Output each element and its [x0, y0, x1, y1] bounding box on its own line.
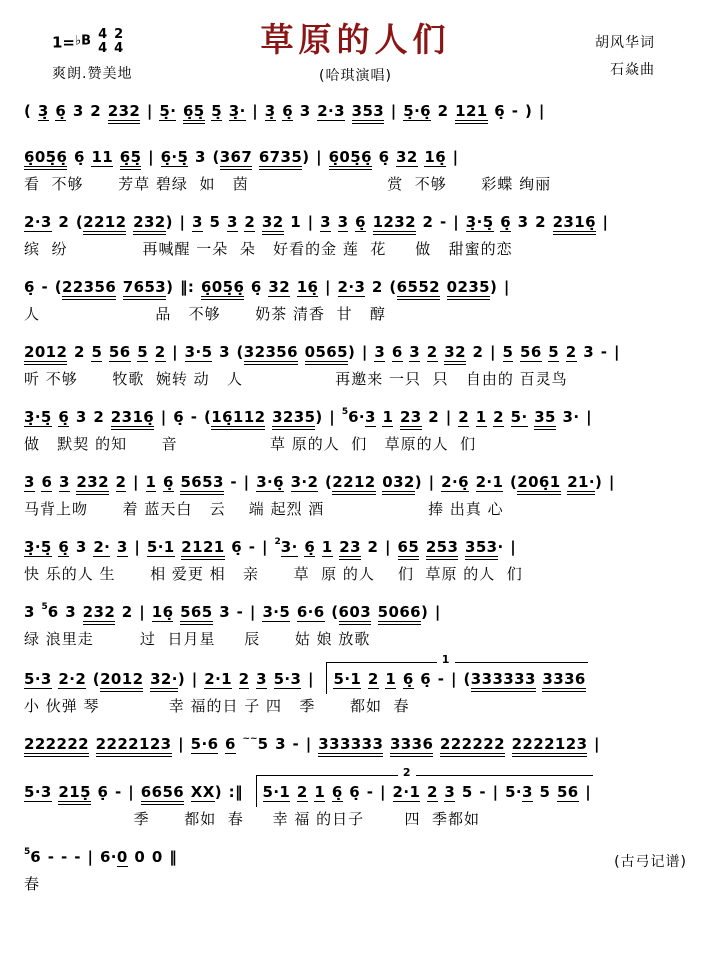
system-row — [24, 272, 687, 324]
beam-group: 3̣ — [37, 102, 49, 120]
beam-group: 3̣·5̣ — [465, 213, 494, 231]
beam-group: 3 — [365, 408, 376, 426]
beam-group: 6̣ — [402, 670, 414, 688]
beam-group: 2 — [367, 670, 379, 688]
beam-group: 3 — [226, 213, 238, 231]
notes-line: 3 $^5$6 3 232 2 | 16̣ 565 3 - | 3·5 6·6 (603 5066) | — [24, 597, 687, 627]
beam-group: 56 — [108, 343, 131, 361]
grace-note: ~~ — [242, 734, 258, 744]
beam-group: 0235 — [447, 278, 490, 300]
key-prefix: 1= — [52, 33, 76, 52]
beam-group: 2·3 — [24, 213, 52, 231]
beam-group: 7653 — [123, 278, 166, 300]
beam-group: 2 — [493, 408, 505, 426]
beam-group: 6̣05̣6̣ — [201, 278, 244, 300]
beam-group: 5066 — [378, 603, 421, 625]
beam-group: 32 — [268, 278, 291, 296]
beam-group: 2 — [458, 408, 470, 426]
lyrics-line: 看 不够 芳草 碧绿 如 茵 赏 不够 彩蝶 绚丽 — [24, 175, 552, 193]
beam-group: 21· — [567, 473, 595, 495]
notes-line: 222222 2222123 | 5·6 6 ~~5 3 - | 333333 3336 222222 2222123 | — [24, 729, 687, 759]
beam-group: 16̣ — [151, 603, 174, 621]
flat-icon: ♭B — [75, 33, 92, 49]
notes-line: 2·3 2 (2212 232) | 3 5 3 2 32 1 | 3 3 6̣ 1232 2 - | 3̣·5̣ 6̣ 3 2 2316̣ | — [24, 207, 687, 237]
grace-note: 5 — [41, 602, 48, 612]
beam-group: 2 — [115, 473, 127, 491]
notation-credit: (古弓记谱) — [614, 854, 687, 870]
grace-note: 5 — [24, 847, 31, 857]
beam-group: 22356 — [62, 278, 116, 300]
beam-group: 2 — [244, 213, 256, 231]
beam-group: 2012 — [100, 670, 143, 692]
credits-block — [595, 30, 655, 83]
beam-group: 353 — [465, 538, 498, 560]
beam-group: 3 — [320, 213, 332, 231]
beam-group: 2·1 — [204, 670, 233, 688]
system-row — [24, 662, 687, 716]
beam-group: 5 — [502, 343, 514, 361]
beam-group: 3 — [116, 538, 128, 556]
beam-group: 6̣ — [58, 408, 70, 426]
system-row — [24, 775, 687, 829]
beam-group: 3̣· — [228, 102, 246, 120]
grace-note: 2 — [274, 537, 281, 547]
composer-credit: 石焱曲 — [610, 61, 655, 78]
beam-group: 3 — [374, 343, 386, 361]
system-row — [24, 402, 687, 454]
beam-group: 2 — [296, 783, 308, 801]
notes-line: 6̣ - (22356 7653) ‖: 6̣05̣6̣ 6̣ 32 16̣ | 2·3 2 (6552 0235) | — [24, 272, 687, 302]
beam-group: 6̣05̣6̣ — [24, 148, 67, 170]
beam-group: 333333 — [471, 670, 536, 692]
system-row — [24, 207, 687, 259]
beam-group: 5·1 — [333, 670, 362, 688]
beam-group: 3 — [256, 670, 267, 688]
beam-group: 2·3 — [337, 278, 366, 296]
beam-group: 2 — [426, 783, 438, 801]
beam-group: 32356 — [244, 343, 298, 365]
beam-group: 6̣ — [58, 538, 70, 556]
beam-group: 3̣·5̣ — [24, 408, 52, 426]
beam-group: 16̣ — [296, 278, 319, 296]
lyrics-line: 季 都如 春 幸 福 的日子 四 季都如 — [24, 810, 481, 828]
time-sig-1-numerator: 4 — [98, 27, 108, 42]
beam-group: 3 — [444, 783, 456, 801]
beam-group: 353 — [352, 102, 385, 124]
notes-line: 6̣05̣6̣ 6̣ 11 6̣5̣ | 6̣·5̣ 3 (367 6735) | 6̣05̣6̣ 6̣ 32 16̣ | — [24, 142, 687, 172]
system-row — [24, 532, 687, 584]
beam-group: XX — [190, 783, 215, 801]
beam-group: 2012 — [24, 343, 67, 365]
beam-group: 6̣ — [331, 783, 343, 801]
beam-group: 6̣ — [500, 213, 512, 231]
beam-group: 35 — [534, 408, 556, 430]
beam-group: 5653 — [180, 473, 223, 495]
beam-group: 2 — [154, 343, 166, 361]
beam-group: 2222123 — [96, 735, 172, 757]
beam-group: 333333 — [318, 735, 383, 757]
beam-group: 565 — [180, 603, 213, 625]
tempo-mood: 爽朗.赞美地 — [52, 66, 133, 83]
beam-group: 603 — [339, 603, 372, 625]
beam-group: 5·3 — [24, 783, 52, 801]
volta-bracket: 5·1 2 1 6̣ 6̣ - | 2·1 2 3 5 - | 5·3 5 56 | 2 — [256, 775, 594, 807]
beam-group: 2 — [238, 670, 250, 688]
lyrics-line: 缤 纷 再喊醒 一朵 朵 好看的金 莲 花 做 甜蜜的恋 — [24, 240, 513, 258]
notes-line: ( 3̣ 6̣ 3 2 232 | 5̣· 6̣5̣ 5̣ 3̣· | 3̣ 6̣ 3 2·3 353 | 5̣·6̣ 2 121 6̣ - ) | — [24, 96, 687, 126]
beam-group: 232 — [108, 102, 141, 124]
beam-group: 6 — [391, 343, 403, 361]
notes-line: 3 6 3 232 2 | 1 6̣ 5653 - | 3·6̣ 3·2 (2212 032) | 2·6̣ 2·1 (206̣1 21·) | — [24, 467, 687, 497]
beam-group: 222222 — [440, 735, 505, 757]
beam-group: 5·3 — [24, 670, 52, 688]
beam-group: 5·3 — [273, 670, 302, 688]
lyrics-line: 快 乐的人 生 相 爱更 相 亲 草 原 的人 们 草原 的人 们 — [24, 565, 523, 583]
title-block — [24, 14, 687, 85]
volta-bracket: 5·1 2 1 6̣ 6̣ - | (333333 3336 1 — [326, 662, 587, 694]
beam-group: 367 — [220, 148, 253, 170]
beam-group: 6̣ — [162, 473, 174, 491]
lyricist-credit: 胡风华词 — [595, 35, 655, 51]
system-row — [24, 96, 687, 129]
beam-group: 3·6̣ — [256, 473, 284, 491]
beam-group: 1 — [382, 408, 394, 426]
beam-group: 5̣ — [211, 102, 223, 120]
beam-group: 56 — [556, 783, 579, 801]
beam-group: 121 — [455, 102, 488, 124]
system-row — [24, 142, 687, 194]
beam-group: 0565 — [305, 343, 348, 365]
beam-group: 6·6 — [296, 603, 325, 621]
beam-group: 1 — [321, 538, 333, 556]
beam-group: 5 — [91, 343, 103, 361]
beam-group: 6̣05̣6̣ — [329, 148, 372, 170]
beam-group: 3·5 — [184, 343, 213, 361]
beam-group: 3·2 — [290, 473, 319, 491]
system-row — [24, 842, 687, 894]
beam-group: 1 — [314, 783, 326, 801]
beam-group: 3 — [192, 213, 203, 231]
beam-group: 3336 — [390, 735, 433, 757]
lyrics-line: 绿 浪里走 过 日月星 辰 姑 娘 放歌 — [24, 630, 371, 648]
beam-group: 23 — [339, 538, 361, 560]
beam-group: 232 — [133, 213, 166, 235]
time-sig-2-denominator: 4 — [114, 40, 124, 56]
beam-group: 5 — [137, 343, 149, 361]
lyrics-line: 做 默契 的知 音 草 原的人 们 草原的人 们 — [24, 435, 477, 453]
beam-group: 032 — [382, 473, 415, 495]
beam-group: 2316̣ — [111, 408, 154, 430]
beam-group: 2·3 — [317, 102, 345, 120]
beam-group: 6 — [225, 735, 236, 753]
beam-group: 232 — [83, 603, 116, 625]
beam-group: 3̣ — [264, 102, 276, 120]
beam-group: 2212 — [83, 213, 126, 235]
beam-group: 5̣·6̣ — [403, 102, 432, 120]
beam-group: 5 — [548, 343, 560, 361]
beam-group: 6̣ — [282, 102, 294, 120]
page-title: 草原的人们 — [260, 20, 451, 59]
notes-line: 3̣·5̣ 6̣ 3 2· 3 | 5·1 2121 6̣ - | $^2$3· 6̣ 1 23 2 | 65 253 353· | — [24, 532, 687, 562]
notes-line: 3̣·5̣ 6̣ 3 2 2316̣ | 6̣ - (16̣112 3235) | $^5$6·3 1 23 2 | 2 1 2 5· 35 3· | — [24, 402, 687, 432]
header — [24, 8, 687, 96]
beam-group: 2·6̣ — [441, 473, 469, 491]
beam-group: 3 — [522, 783, 533, 801]
beam-group: 3 — [24, 473, 35, 491]
beam-group: 6̣ — [304, 538, 316, 556]
beam-group: 6 — [41, 473, 53, 491]
beam-group: 6735 — [259, 148, 302, 170]
lyrics-line: 小 伙弹 琴 幸 福的日 子 四 季 都如 春 — [24, 697, 410, 715]
beam-group: 2· — [93, 538, 111, 556]
beam-group: 3·5 — [262, 603, 291, 621]
beam-group: 5̣· — [159, 102, 177, 120]
beam-group: 3 — [409, 343, 421, 361]
grace-note: 5 — [341, 407, 349, 417]
beam-group: 1 — [385, 670, 397, 688]
system-row — [24, 729, 687, 762]
lyrics-line: 马背上吻 着 蓝天白 云 端 起烈 酒 捧 出真 心 — [24, 500, 504, 518]
beam-group: 1 — [145, 473, 157, 491]
beam-group: 56 — [519, 343, 542, 361]
beam-group: 5·6 — [190, 735, 219, 753]
time-sig-2-numerator: 2 — [114, 27, 124, 42]
notes-line: 2012 2 5 56 5 2 | 3·5 3 (32356 0565) | 3 6 3 2 32 2 | 5 56 5 2 3 - | — [24, 337, 687, 367]
system-row — [24, 597, 687, 649]
beam-group: 2·1 — [475, 473, 504, 491]
system-row — [24, 467, 687, 519]
beam-group: 6̣·5̣ — [160, 148, 189, 166]
beam-group: 1 — [475, 408, 487, 426]
lyrics-line: 春 — [24, 875, 41, 893]
beam-group: 222222 — [24, 735, 89, 757]
beam-group: 32 — [444, 343, 466, 365]
beam-group: 3̣·5̣ — [24, 538, 52, 556]
notes-line: 5·3 2·2 (2012 32·) | 2·1 2 3 5·3 | 5·1 2 1 6̣ 6̣ - | (333333 3336 1 — [24, 662, 687, 694]
notes-line: $^5$6 - - - | 6·0 0 0 ‖ (古弓记谱) — [24, 842, 687, 872]
beam-group: 6̣5̣ — [120, 148, 142, 170]
beam-group: 2212 — [332, 473, 375, 495]
beam-group: 2121 — [181, 538, 224, 560]
beam-group: 6656 — [141, 783, 184, 805]
beam-group: 2 — [426, 343, 438, 361]
beam-group: 3235 — [272, 408, 315, 430]
beam-group: 3 — [337, 213, 349, 231]
beam-group: 32· — [150, 670, 178, 692]
beam-group: 0 — [116, 848, 128, 866]
beam-group: 6̣ — [55, 102, 67, 120]
performer-subtitle: (哈琪演唱) — [319, 68, 392, 84]
beam-group: 253 — [426, 538, 459, 560]
beam-group: 32 — [396, 148, 418, 166]
beam-group: 232 — [76, 473, 109, 495]
system-row — [24, 337, 687, 389]
beam-group: 5· — [510, 408, 528, 426]
time-sig-1-denominator: 4 — [98, 40, 108, 56]
beam-group: 6̣5̣ — [183, 102, 205, 124]
lyrics-line: 人 品 不够 奶茶 清香 甘 醇 — [24, 305, 386, 323]
beam-group: 3336 — [542, 670, 585, 692]
lyrics-line — [24, 760, 687, 762]
beam-group: 3 — [58, 473, 70, 491]
score — [24, 96, 687, 894]
beam-group: 5·1 — [262, 783, 291, 801]
beam-group: 23 — [400, 408, 422, 430]
beam-group: 32 — [262, 213, 284, 235]
beam-group: 2·1 — [392, 783, 421, 801]
beam-group: 1232 — [373, 213, 416, 235]
beam-group: 11 — [91, 148, 114, 166]
beam-group: 206̣1 — [517, 473, 560, 495]
beam-group: 16̣ — [424, 148, 447, 166]
beam-group: 6552 — [397, 278, 440, 300]
beam-group: 65 — [398, 538, 420, 560]
lyrics-line: 听 不够 牧歌 婉转 动 人 再邀来 一只 只 自由的 百灵鸟 — [24, 370, 568, 388]
beam-group: 16̣112 — [211, 408, 265, 430]
beam-group: 3· — [280, 538, 298, 556]
notes-line: 5·3 215̣ 6̣ - | 6656 XX) :‖ 5·1 2 1 6̣ 6̣ - | 2·1 2 3 5 - | 5·3 5 56 | 2 — [24, 775, 687, 807]
beam-group: 2·2 — [58, 670, 87, 688]
beam-group: 2 — [565, 343, 577, 361]
lyrics-line — [24, 127, 687, 129]
beam-group: 6̣ — [355, 213, 366, 231]
beam-group: 2222123 — [512, 735, 588, 757]
beam-group: 2316̣ — [553, 213, 596, 235]
beam-group: 215̣ — [58, 783, 91, 805]
beam-group: 5·1 — [146, 538, 175, 556]
